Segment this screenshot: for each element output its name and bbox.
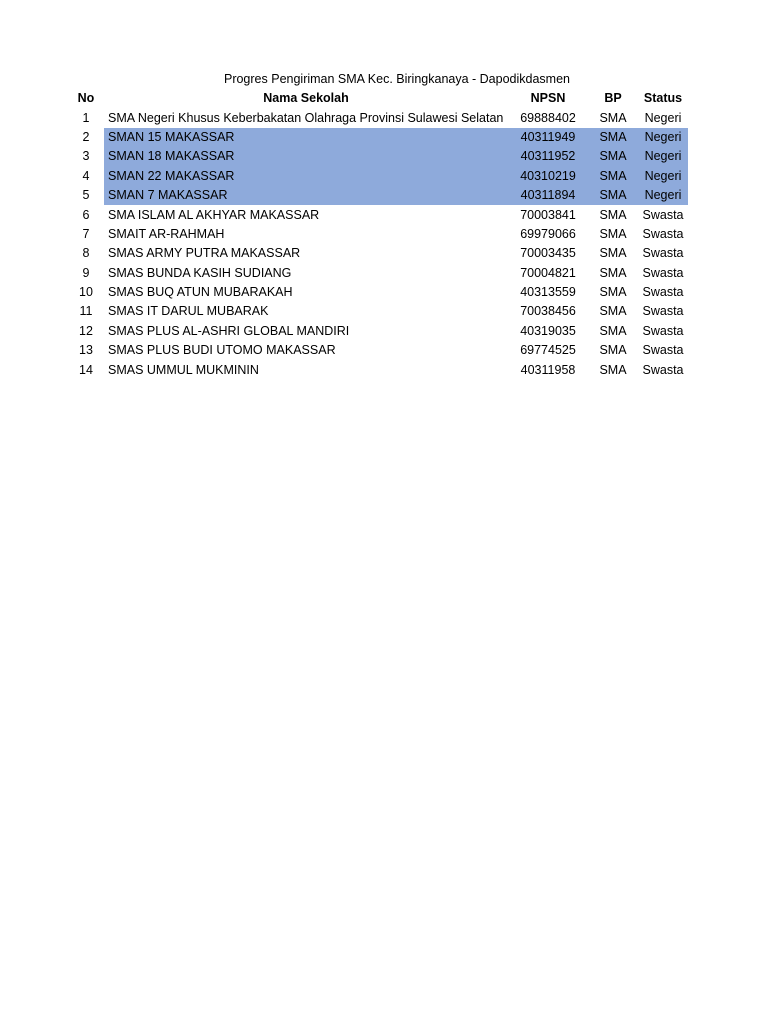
table-row <box>68 244 688 263</box>
cell-npsn: 40311894 <box>508 186 588 205</box>
header-bp: BP <box>604 91 622 106</box>
cell-no: 13 <box>79 343 93 358</box>
table-row <box>68 108 688 127</box>
cell-no: 10 <box>79 285 93 300</box>
cell-npsn: 70003841 <box>520 207 576 222</box>
cell-npsn: 40311949 <box>508 128 588 147</box>
cell-no: 5 <box>82 188 90 203</box>
cell-no: 3 <box>82 149 90 164</box>
cell-no: 1 <box>82 110 90 125</box>
cell-status: Negeri <box>638 186 688 205</box>
cell-status: Swasta <box>642 226 684 241</box>
table-row <box>68 360 688 379</box>
header-no: No <box>77 91 95 106</box>
cell-status: Negeri <box>638 128 688 147</box>
cell-status: Swasta <box>642 285 684 300</box>
cell-npsn: 40319035 <box>520 323 576 338</box>
cell-school-name: SMAN 7 MAKASSAR <box>104 186 508 205</box>
cell-status: Swasta <box>642 323 684 338</box>
table-row <box>68 283 688 302</box>
cell-npsn: 40313559 <box>520 285 576 300</box>
cell-status: Swasta <box>642 343 684 358</box>
cell-npsn: 40311958 <box>520 362 576 377</box>
cell-school-name: SMA Negeri Khusus Keberbakatan Olahraga Provinsi Sulawesi Selatan <box>108 110 504 125</box>
cell-status: Negeri <box>644 110 682 125</box>
cell-no: 4 <box>82 168 90 183</box>
cell-no: 8 <box>82 246 90 261</box>
table-row <box>68 225 688 244</box>
table-row <box>68 167 688 186</box>
school-table <box>68 89 688 380</box>
table-row <box>68 128 688 147</box>
cell-no: 7 <box>82 226 90 241</box>
cell-npsn: 69774525 <box>520 343 576 358</box>
header-name: Nama Sekolah <box>263 91 349 106</box>
cell-status: Swasta <box>642 246 684 261</box>
cell-npsn: 70038456 <box>520 304 576 319</box>
cell-no: 11 <box>79 304 93 319</box>
cell-school-name: SMAN 18 MAKASSAR <box>104 147 508 166</box>
cell-npsn: 70003435 <box>520 246 576 261</box>
cell-school-name: SMAS BUQ ATUN MUBARAKAH <box>108 285 293 300</box>
cell-bp: SMA <box>599 304 627 319</box>
cell-school-name: SMA ISLAM AL AKHYAR MAKASSAR <box>108 207 320 222</box>
cell-bp: SMA <box>599 246 627 261</box>
cell-no: 6 <box>82 207 90 222</box>
cell-school-name: SMAS ARMY PUTRA MAKASSAR <box>108 246 301 261</box>
cell-no: 12 <box>79 323 93 338</box>
cell-bp: SMA <box>599 110 627 125</box>
cell-bp: SMA <box>599 362 627 377</box>
sheet-title: Progres Pengiriman SMA Kec. Biringkanaya - Dapodikdasmen <box>223 72 570 86</box>
cell-school-name: SMAS BUNDA KASIH SUDIANG <box>108 265 292 280</box>
cell-npsn: 69888402 <box>520 110 576 125</box>
table-header-row <box>68 89 688 108</box>
cell-school-name: SMAS UMMUL MUKMININ <box>108 362 259 377</box>
cell-bp: SMA <box>599 207 627 222</box>
cell-status: Swasta <box>642 362 684 377</box>
header-npsn: NPSN <box>530 91 566 106</box>
spreadsheet-page <box>68 69 688 380</box>
cell-bp: SMA <box>588 167 638 186</box>
cell-status: Swasta <box>642 265 684 280</box>
cell-school-name: SMAN 15 MAKASSAR <box>104 128 508 147</box>
table-row <box>68 322 688 341</box>
cell-npsn: 40310219 <box>508 167 588 186</box>
table-body <box>68 108 688 379</box>
cell-school-name: SMAIT AR-RAHMAH <box>108 226 225 241</box>
cell-npsn: 69979066 <box>520 226 576 241</box>
table-row <box>68 186 688 205</box>
cell-no: 14 <box>79 362 93 377</box>
cell-bp: SMA <box>599 226 627 241</box>
cell-school-name: SMAS PLUS AL-ASHRI GLOBAL MANDIRI <box>108 323 350 338</box>
cell-bp: SMA <box>599 285 627 300</box>
cell-school-name: SMAN 22 MAKASSAR <box>104 167 508 186</box>
table-row <box>68 264 688 283</box>
cell-status: Swasta <box>642 207 684 222</box>
cell-bp: SMA <box>588 128 638 147</box>
table-row <box>68 147 688 166</box>
table-row <box>68 341 688 360</box>
cell-school-name: SMAS PLUS BUDI UTOMO MAKASSAR <box>108 343 336 358</box>
cell-bp: SMA <box>599 343 627 358</box>
cell-school-name: SMAS IT DARUL MUBARAK <box>108 304 269 319</box>
cell-status: Negeri <box>638 147 688 166</box>
cell-status: Swasta <box>642 304 684 319</box>
cell-bp: SMA <box>599 323 627 338</box>
cell-status: Negeri <box>638 167 688 186</box>
table-row <box>68 302 688 321</box>
cell-no: 9 <box>82 265 90 280</box>
cell-npsn: 40311952 <box>508 147 588 166</box>
table-row <box>68 205 688 224</box>
cell-no: 2 <box>82 129 90 144</box>
cell-bp: SMA <box>588 186 638 205</box>
cell-bp: SMA <box>588 147 638 166</box>
cell-bp: SMA <box>599 265 627 280</box>
cell-npsn: 70004821 <box>520 265 576 280</box>
header-status: Status <box>643 91 683 106</box>
